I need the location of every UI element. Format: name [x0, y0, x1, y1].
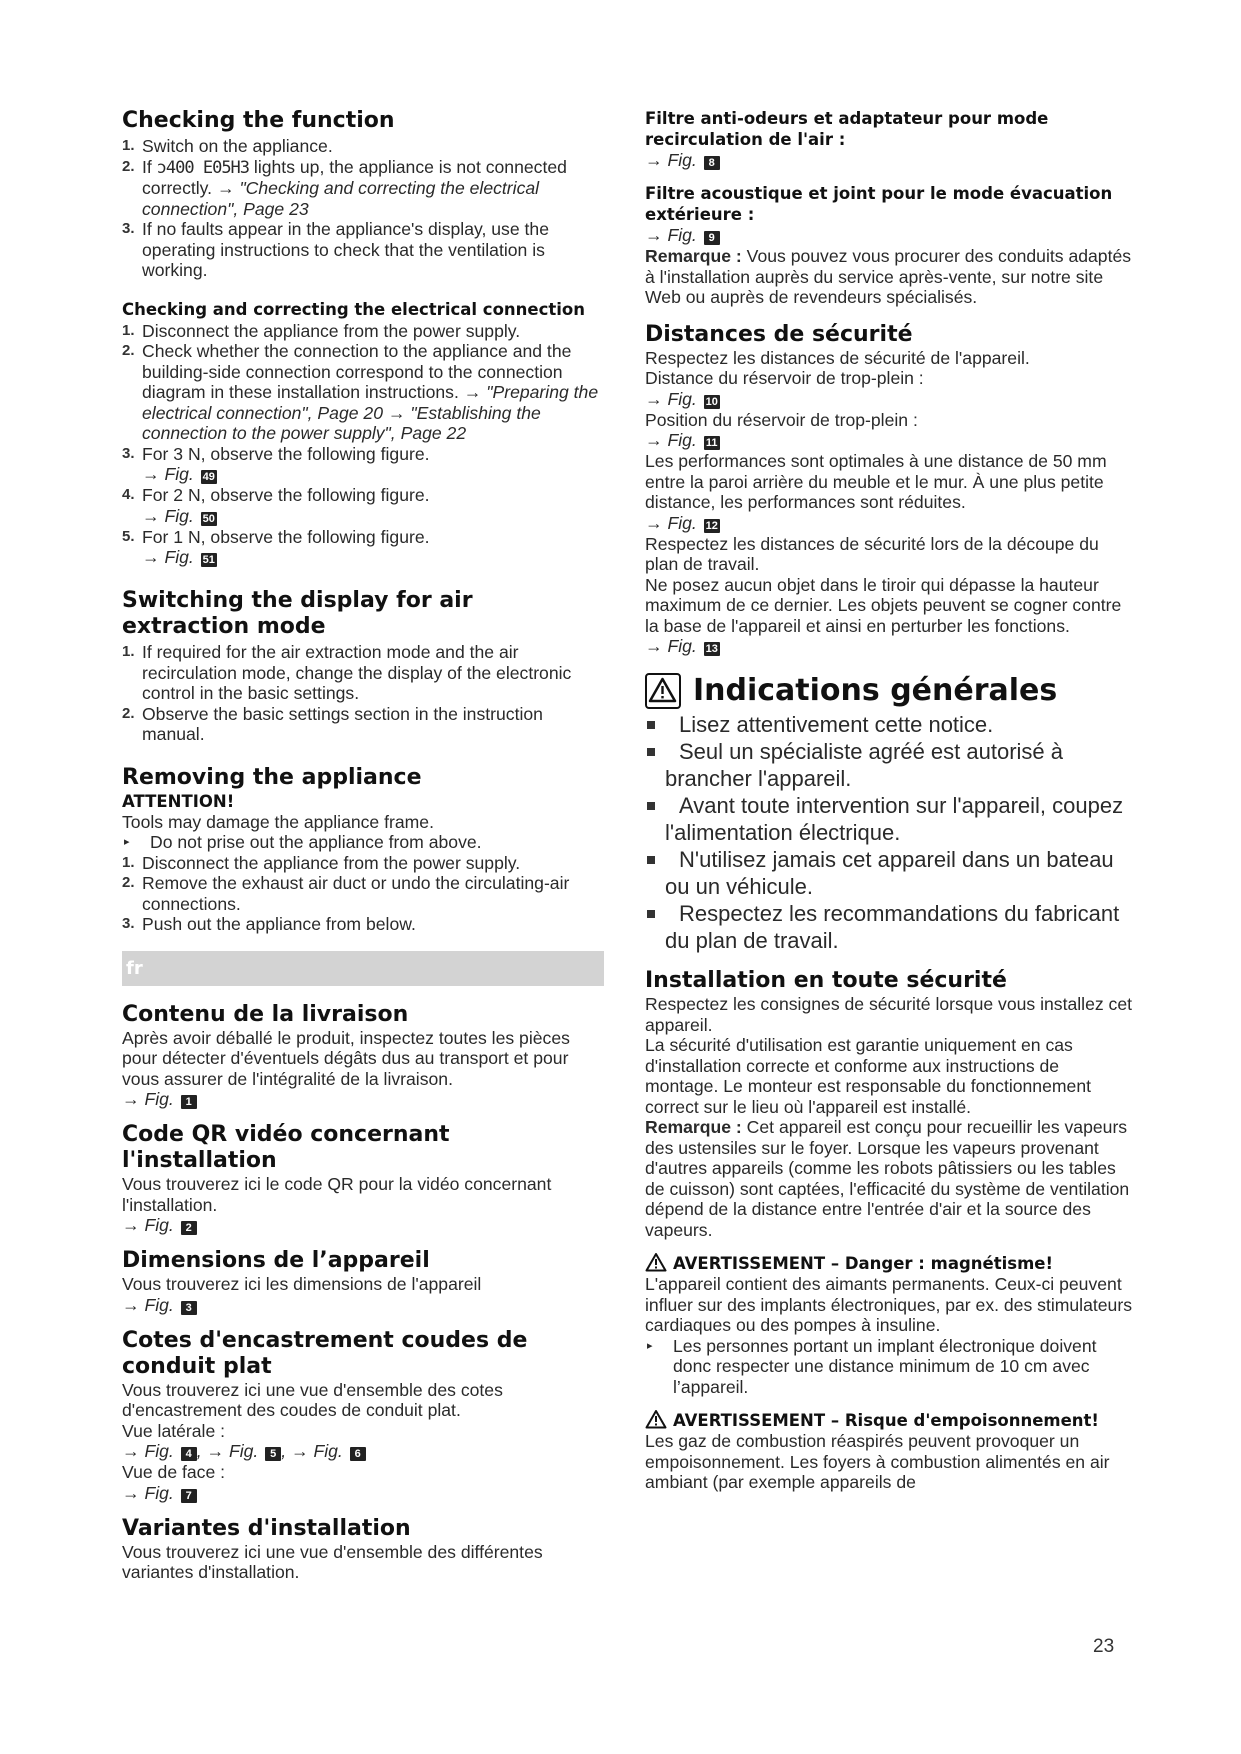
checking-function-steps [122, 136, 604, 281]
paragraph: L'appareil contient des aimants permanents. Ceux-ci peuvent influer sur des implants électroniques, par ex. des stimulateurs cardiaques ou des pompes à insuline. [645, 1274, 1132, 1335]
language-tab: fr [122, 951, 604, 986]
figure-reference: → Fig. 11 [645, 430, 1135, 451]
figure-number-badge: 9 [704, 231, 720, 245]
figure-reference: → Fig. 50 [142, 505, 215, 526]
square-bullet-icon [647, 721, 655, 729]
square-bullet-icon [647, 910, 655, 918]
list-item: 1. If required for the air extraction mode and the air recirculation mode, change the display of the electronic control in the basic settings. [122, 642, 572, 703]
figure-number-badge: 7 [181, 1489, 197, 1503]
list-item: 3. Push out the appliance from below. [122, 914, 416, 934]
figure-reference: → Fig. 8 [645, 150, 1135, 171]
triangle-bullet-icon: ▸ [124, 836, 130, 848]
variantes-text: Vous trouverez ici une vue d'ensemble des différentes variantes d'installation. [122, 1541, 543, 1582]
list-item: 1. Disconnect the appliance from the power supply. [122, 852, 521, 873]
figure-number-badge: 12 [705, 519, 718, 532]
figure-number-badge: 11 [704, 436, 720, 450]
section-title-contenu: Contenu de la livraison [122, 1001, 409, 1027]
figure-reference: → Fig. 1 [122, 1089, 604, 1110]
remarque-note: Remarque : Vous pouvez vous procurer des conduits adaptés à l'installation auprès du service après-vente, sur notre site Web ou auprès de revendeurs spécialisés. [645, 246, 1132, 307]
paragraph: Respectez les consignes de sécurité lorsque vous installez cet appareil. [645, 994, 1133, 1035]
list-item: Lisez attentivement cette notice. [645, 711, 1135, 738]
cross-reference: "Checking and correcting the electrical connection", Page 23 [142, 178, 540, 219]
figure-number-badge: 3 [181, 1301, 197, 1315]
code-qr-text: Vous trouverez ici le code QR pour la vidéo concernant l'installation. [122, 1174, 552, 1215]
triangle-bullet-icon: ▸ [647, 1339, 653, 1352]
list-item: 3. If no faults appear in the appliance's display, use the operating instructions to check that the ventilation is working. [122, 219, 549, 280]
section-title-removing: Removing the appliance [122, 764, 422, 790]
list-item: 1. Switch on the appliance. [122, 136, 333, 156]
paragraph: Ne posez aucun objet dans le tiroir qui dépasse la hauteur maximum de ce dernier. Les objets peuvent se cogner contre la base de l'appareil et ainsi en perturber les fonctions. [645, 574, 1122, 636]
figure-number-badge: 6 [350, 1447, 366, 1461]
figure-number-badge: 50 [202, 512, 215, 525]
section-title-distances: Distances de sécurité [645, 321, 913, 347]
figure-number-badge: 4 [181, 1447, 197, 1461]
paragraph: Les performances sont optimales à une distance de 50 mm entre la paroi arrière du meuble et le mur. À une plus petite distance, les performances sont réduites. [645, 451, 1107, 512]
vue-laterale-label: Vue latérale : [122, 1420, 226, 1441]
warning-triangle-icon [645, 1252, 667, 1272]
switching-display-steps [122, 642, 604, 745]
list-item: Respectez les recommandations du fabricant du plan de travail. [645, 900, 1135, 954]
page-number: 23 [1093, 1636, 1115, 1657]
warning-heading: AVERTISSEMENT – Risque d'empoisonnement! [645, 1409, 1135, 1431]
list-item: Seul un spécialiste agréé est autorisé à brancher l'appareil. [645, 738, 1135, 792]
section-title-code-qr: Code QR vidéo concernant l'installation [122, 1122, 450, 1173]
paragraph: Distance du réservoir de trop-plein : [645, 368, 924, 388]
left-column [122, 108, 604, 1583]
list-item: 2. Observe the basic settings section in the instruction manual. [122, 703, 543, 744]
removing-steps [122, 853, 604, 935]
action-bullet: ▸ Do not prise out the appliance from above. [124, 832, 482, 852]
list-item: 4. For 2 N, observe the following figure. → Fig. 50 [122, 485, 604, 527]
warning-triangle-icon [645, 1409, 667, 1429]
action-bullet: ▸ Les personnes portant un implant électronique doivent donc respecter une distance minimum de 10 cm avec l’appareil. [647, 1335, 1097, 1397]
attention-label: ATTENTION! [122, 791, 235, 811]
attention-text: Tools may damage the appliance frame. [122, 811, 434, 832]
section-title-installation: Installation en toute sécurité [645, 968, 1007, 993]
right-column [645, 108, 1135, 1493]
paragraph: Les gaz de combustion réaspirés peuvent provoquer un empoisonnement. Les foyers à combustion alimentés en air ambiant (par exemple appareils de [645, 1431, 1110, 1492]
display-code: ɔ400 E05H3 [156, 157, 250, 178]
list-item: N'utilisez jamais cet appareil dans un bateau ou un véhicule. [645, 846, 1135, 900]
figure-number-badge: 1 [181, 1095, 197, 1109]
figure-reference: → Fig. 49 [142, 464, 215, 484]
figure-number-badge: 49 [202, 471, 215, 483]
figure-number-badge: 8 [704, 156, 720, 170]
figure-reference-group: → Fig. 4 , → Fig. 5 , → Fig. 6 [122, 1441, 604, 1462]
list-item: Avant toute intervention sur l'appareil, coupez l'alimentation électrique. [645, 792, 1135, 846]
figure-reference: → Fig. 3 [122, 1295, 604, 1316]
figure-number-badge: 13 [705, 643, 718, 655]
list-item: 2. Check whether the connection to the appliance and the building-side connection correspond to the connection diagram in these installation instructions. → "Preparing the electrical connection", Page 20 → "Establishing the connection to the power supply", Page 22 [122, 341, 599, 443]
section-title-switching-display: Switching the display for air extraction mode [122, 588, 473, 639]
square-bullet-icon [647, 748, 655, 756]
section-title-variantes: Variantes d'installation [122, 1515, 411, 1541]
square-bullet-icon [647, 856, 655, 864]
section-title-indications: Indications générales [645, 673, 1135, 709]
list-item: 5. For 1 N, observe the following figure. → Fig. 51 [122, 527, 604, 569]
figure-reference: → Fig. 9 [645, 225, 1135, 246]
section-title-filtre-acoustique: Filtre acoustique et joint pour le mode évacuation extérieure : [645, 184, 1113, 224]
section-title-filtre-anti-odeurs: Filtre anti-odeurs et adaptateur pour mode recirculation de l'air : [645, 109, 1049, 149]
paragraph: Position du réservoir de trop-plein : [645, 409, 918, 430]
figure-number-badge: 5 [265, 1447, 281, 1461]
figure-reference: → Fig. 13 [645, 636, 718, 656]
list-item: 1. Disconnect the appliance from the power supply. [122, 320, 521, 341]
figure-reference: → Fig. 7 [122, 1483, 604, 1504]
figure-reference: → Fig. 2 [122, 1215, 604, 1236]
paragraph: Respectez les distances de sécurité lors de la découpe du plan de travail. [645, 533, 1099, 574]
warning-heading: AVERTISSEMENT – Danger : magnétisme! [645, 1252, 1135, 1274]
figure-reference: → Fig. 10 [645, 388, 718, 409]
checking-electrical-steps [122, 321, 604, 569]
cross-reference: "Preparing the electrical connection", Page 20 → "Establishing the connection to the power supply", Page 22 [142, 382, 599, 443]
cotes-text: Vous trouverez ici une vue d'ensemble des cotes d'encastrement des coudes de conduit plat. [122, 1379, 503, 1420]
paragraph: Respectez les distances de sécurité de l'appareil. [645, 347, 1030, 368]
remarque-note: Remarque : Cet appareil est conçu pour recueillir les vapeurs des ustensiles sur le foyer. Lorsque les vapeurs provenant d'autres appareils (comme les robots pâtissiers ou les tables de cuisson) sont captées, l'efficacité du système de ventilation dépend de la distance entre l'entrée d'air et la source des vapeurs. [645, 1117, 1130, 1240]
warning-icon [645, 673, 681, 709]
section-title-dimensions: Dimensions de l’appareil [122, 1248, 430, 1273]
vue-face-label: Vue de face : [122, 1462, 226, 1482]
indications-list [645, 711, 1135, 954]
figure-number-badge: 10 [705, 395, 718, 408]
list-item: 2. If ɔ400 E05H3 lights up, the appliance is not connected correctly. → "Checking and correcting the electrical connection", Page 23 [122, 156, 567, 219]
square-bullet-icon [647, 802, 655, 810]
list-item: 2. Remove the exhaust air duct or undo the circulating-air connections. [122, 873, 570, 914]
figure-number-badge: 2 [181, 1221, 197, 1235]
dimensions-text: Vous trouverez ici les dimensions de l'appareil [122, 1274, 482, 1294]
list-item: 3. For 3 N, observe the following figure. → Fig. 49 [122, 444, 604, 486]
contenu-text: Après avoir déballé le produit, inspectez toutes les pièces pour détecter d'éventuels dégâts dus au transport et pour vous assurer de l'intégralité de la livraison. [122, 1027, 570, 1089]
paragraph: La sécurité d'utilisation est garantie uniquement en cas d'installation correcte et conforme aux instructions de montage. Le monteur est responsable du fonctionnement correct sur le lieu où l'appareil est installé. [645, 1035, 1091, 1117]
figure-reference: → Fig. 51 [142, 547, 215, 567]
figure-reference: → Fig. 12 [645, 512, 718, 533]
figure-number-badge: 51 [202, 554, 215, 566]
section-title-cotes: Cotes d'encastrement coudes de conduit plat [122, 1327, 528, 1379]
section-title-checking-electrical: Checking and correcting the electrical connection [122, 299, 585, 319]
section-title-checking-function: Checking the function [122, 108, 395, 133]
